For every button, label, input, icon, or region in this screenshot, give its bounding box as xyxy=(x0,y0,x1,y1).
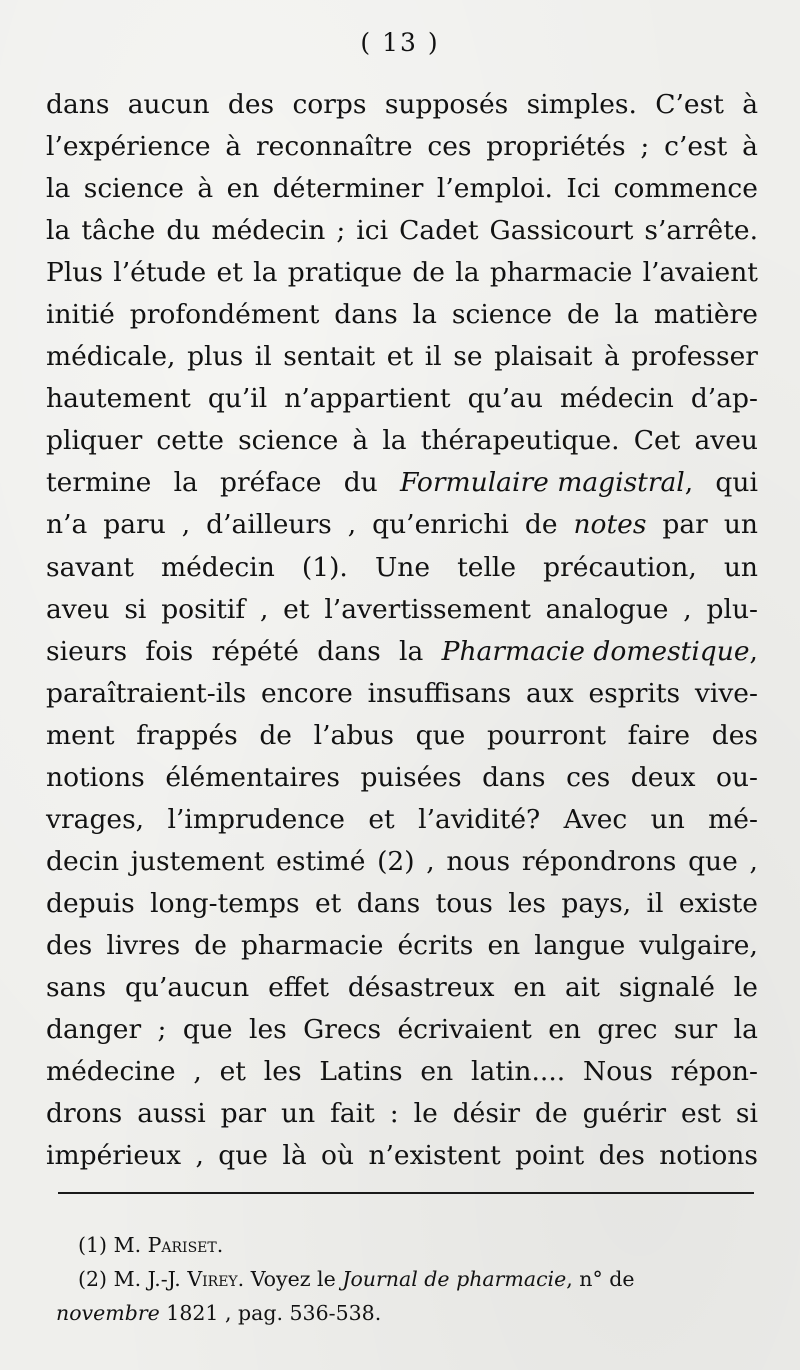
word: science xyxy=(238,425,339,457)
word: guérir xyxy=(582,1098,667,1130)
word: la xyxy=(455,257,480,289)
word: commence xyxy=(613,173,758,205)
word: les xyxy=(508,887,546,919)
word: supposés xyxy=(384,89,509,120)
word: grec xyxy=(597,1014,658,1046)
word: puisées xyxy=(360,761,462,793)
text-line xyxy=(46,967,758,1009)
word: propriétés xyxy=(486,131,626,163)
word: professer xyxy=(631,341,758,373)
text-line xyxy=(46,673,758,715)
word: esprits xyxy=(588,677,681,709)
word: la xyxy=(253,257,278,289)
word: latin.... xyxy=(471,1056,566,1088)
word: l’avidité? xyxy=(418,803,541,835)
word: Grecs xyxy=(303,1014,382,1046)
footnote-2-marker: (2) xyxy=(78,1267,108,1291)
footnotes xyxy=(56,1228,762,1330)
word: médecin xyxy=(559,383,674,415)
word: ; xyxy=(157,1014,167,1046)
word: n’existent xyxy=(368,1140,501,1172)
word: l’imprudence xyxy=(167,803,345,835)
word: fois xyxy=(145,635,194,667)
word: depuis xyxy=(46,887,135,919)
word: Pharmacie domestique, xyxy=(441,635,758,667)
word: désir xyxy=(452,1098,521,1130)
word: dans xyxy=(356,887,421,919)
text-line xyxy=(46,168,758,210)
word: par xyxy=(220,1098,267,1130)
word: sur xyxy=(673,1014,718,1046)
word: que xyxy=(182,1014,233,1046)
word: médecine xyxy=(46,1056,176,1088)
word: analogue xyxy=(545,593,669,625)
word: , xyxy=(193,1056,202,1088)
word: aussi xyxy=(137,1098,206,1130)
word: science xyxy=(83,173,184,205)
word: ces xyxy=(427,131,472,163)
word: aux xyxy=(525,677,574,709)
word: il xyxy=(646,887,664,919)
word: la xyxy=(399,635,424,667)
footnote-rule xyxy=(58,1192,754,1194)
word: (1). xyxy=(301,551,348,583)
word: et xyxy=(315,887,342,919)
word: sans xyxy=(46,971,107,1003)
word: de xyxy=(567,299,600,331)
word: médicale, xyxy=(46,341,176,373)
text-line xyxy=(46,126,758,168)
word: il xyxy=(254,341,272,373)
word: notes xyxy=(573,509,647,541)
text-line xyxy=(46,715,758,757)
word: vive- xyxy=(694,677,758,709)
word: thérapeutique. xyxy=(420,425,620,457)
text-line xyxy=(46,631,758,673)
word: plus xyxy=(187,341,244,373)
text-line xyxy=(46,252,758,294)
word: des xyxy=(711,719,758,751)
page-number: ( 13 ) xyxy=(360,28,440,57)
word: Formulaire magistral, xyxy=(399,467,694,499)
word: pourront xyxy=(487,719,606,751)
word: tâche xyxy=(81,215,156,247)
word: et xyxy=(216,257,243,289)
word: sieurs xyxy=(46,635,128,667)
word: à xyxy=(603,341,620,373)
word: (2) xyxy=(377,845,415,877)
footnote-1 xyxy=(56,1228,762,1262)
word: existe xyxy=(678,887,758,919)
word: deux xyxy=(630,761,696,793)
word: aveu xyxy=(694,425,758,457)
word: un xyxy=(723,509,758,541)
word: préface xyxy=(220,467,322,499)
word: , xyxy=(683,593,692,625)
word: pharmacie xyxy=(489,257,633,289)
word: et xyxy=(368,803,395,835)
word: médecin xyxy=(211,215,326,247)
word: la xyxy=(382,425,407,457)
word: Plus xyxy=(46,257,103,289)
word: dans xyxy=(46,89,110,120)
word: répon- xyxy=(670,1056,758,1088)
text-line xyxy=(46,589,758,631)
word: qui xyxy=(715,467,758,499)
word: le xyxy=(733,971,758,1003)
text-line xyxy=(46,799,758,841)
word: que xyxy=(218,1140,268,1172)
word: ; xyxy=(640,131,650,163)
word: qu’il xyxy=(207,383,268,415)
word: effet xyxy=(268,971,329,1003)
word: la xyxy=(614,299,639,331)
word: telle xyxy=(457,551,517,583)
word: pliquer xyxy=(46,425,143,457)
word: la xyxy=(46,173,71,205)
body-text xyxy=(46,84,758,1177)
word: il xyxy=(424,341,442,373)
word: les xyxy=(263,1056,302,1088)
word: pharmacie xyxy=(240,929,384,961)
word: l’emploi. xyxy=(436,173,553,205)
word: vrages, xyxy=(46,803,145,835)
word: l’avaient xyxy=(642,257,758,289)
word: en xyxy=(548,1014,581,1046)
word: et xyxy=(283,593,310,625)
word: par xyxy=(662,509,708,541)
word: de xyxy=(194,929,227,961)
word: paru xyxy=(103,509,166,541)
text-line xyxy=(46,84,758,126)
word: du xyxy=(166,215,201,247)
word: élémentaires xyxy=(165,761,340,793)
word: n’appartient xyxy=(284,383,451,415)
word: écrits xyxy=(397,929,474,961)
word: le xyxy=(413,1098,438,1130)
text-line xyxy=(46,336,758,378)
footnote-2-journal: Journal de pharmacie xyxy=(342,1267,567,1291)
word: du xyxy=(343,467,378,499)
word: des xyxy=(227,89,275,120)
word: en xyxy=(487,929,521,961)
footnote-2-month: novembre xyxy=(56,1301,160,1325)
word: fait xyxy=(330,1098,375,1130)
word: l’étude xyxy=(113,257,207,289)
word: sentait xyxy=(283,341,376,373)
text-line xyxy=(46,883,758,925)
text-line xyxy=(46,420,758,462)
word: pratique xyxy=(287,257,403,289)
word: aveu xyxy=(46,593,110,625)
word: science xyxy=(451,299,553,331)
word: déterminer xyxy=(272,173,424,205)
word: dans xyxy=(317,635,381,667)
text-line xyxy=(46,1093,758,1135)
word: là xyxy=(282,1140,307,1172)
word: un xyxy=(723,551,758,583)
footnote-2-rest: 1821 , pag. 536-538. xyxy=(166,1301,382,1325)
word: encore xyxy=(260,677,353,709)
word: que xyxy=(415,719,466,751)
word: pays, xyxy=(561,887,632,919)
word: l’expérience xyxy=(46,131,211,163)
text-line xyxy=(46,294,758,336)
word: profondément xyxy=(129,299,320,331)
word: , xyxy=(259,593,269,625)
word: écrivaient xyxy=(397,1014,532,1046)
word: à xyxy=(742,89,758,120)
word: estimé xyxy=(276,845,366,877)
word: initié xyxy=(46,299,115,331)
word: aucun xyxy=(127,89,210,120)
word: répondrons xyxy=(521,845,677,877)
word: Cadet xyxy=(399,215,479,247)
word: ici xyxy=(356,215,389,247)
word: Gassicourt xyxy=(489,215,634,247)
word: c’est xyxy=(664,131,728,163)
word: la xyxy=(46,215,71,247)
footnote-1-text: M. Pariset. xyxy=(113,1233,224,1257)
word: nous xyxy=(446,845,511,877)
word: et xyxy=(219,1056,246,1088)
text-line xyxy=(46,841,758,883)
word: répété xyxy=(211,635,299,667)
word: ou- xyxy=(715,761,758,793)
text-line xyxy=(46,210,758,252)
word: dans xyxy=(334,299,398,331)
word: , xyxy=(195,1140,204,1172)
word: si xyxy=(735,1098,758,1130)
word: médecin xyxy=(160,551,275,583)
word: que xyxy=(688,845,738,877)
word: ment xyxy=(46,719,115,751)
word: d’ap- xyxy=(690,383,758,415)
word: frappés xyxy=(136,719,238,751)
word: cette xyxy=(156,425,224,457)
word: en xyxy=(226,173,260,205)
word: corps xyxy=(292,89,367,120)
word: qu’au xyxy=(467,383,543,415)
word: langue xyxy=(534,929,626,961)
word: Nous xyxy=(583,1056,653,1088)
word: point xyxy=(515,1140,585,1172)
word: précaution, xyxy=(543,551,697,583)
word: : xyxy=(389,1098,399,1130)
word: l’abus xyxy=(313,719,394,751)
footnote-2 xyxy=(56,1262,762,1296)
word: si xyxy=(124,593,147,625)
word: decin xyxy=(46,845,120,877)
word: Latins xyxy=(319,1056,403,1088)
word: paraîtraient-ils xyxy=(46,677,247,709)
word: plu- xyxy=(706,593,758,625)
word: ces xyxy=(566,761,611,793)
word: un xyxy=(650,803,685,835)
text-line xyxy=(46,1009,758,1051)
word: la xyxy=(173,467,198,499)
word: hautement xyxy=(46,383,191,415)
word: signalé xyxy=(618,971,715,1003)
word: notions xyxy=(46,761,145,793)
text-line xyxy=(46,378,758,420)
word: de xyxy=(535,1098,568,1130)
word: à xyxy=(742,131,758,163)
word: des xyxy=(598,1140,645,1172)
word: faire xyxy=(627,719,691,751)
word: ; xyxy=(336,215,346,247)
text-line xyxy=(46,757,758,799)
word: , xyxy=(181,509,191,541)
word: est xyxy=(681,1098,721,1130)
word: Une xyxy=(374,551,431,583)
word: d’ailleurs xyxy=(206,509,332,541)
word: en xyxy=(513,971,547,1003)
word: un xyxy=(281,1098,316,1130)
word: Cet xyxy=(633,425,681,457)
word: qu’enrichi xyxy=(372,509,509,541)
word: justement xyxy=(130,845,265,877)
footnote-1-marker: (1) xyxy=(78,1233,108,1257)
word: de xyxy=(524,509,558,541)
word: et xyxy=(386,341,414,373)
word: tous xyxy=(435,887,493,919)
word: la xyxy=(412,299,437,331)
word: vulgaire, xyxy=(639,929,758,961)
word: , xyxy=(347,509,357,541)
word: les xyxy=(248,1014,287,1046)
word: ait xyxy=(565,971,600,1003)
word: Ici xyxy=(566,173,601,205)
word: à xyxy=(225,131,242,163)
text-line xyxy=(46,1135,758,1177)
word: long-temps xyxy=(150,887,300,919)
word: livres xyxy=(106,929,181,961)
word: de xyxy=(412,257,445,289)
text-line xyxy=(46,547,758,589)
text-line xyxy=(46,1051,758,1093)
word: drons xyxy=(46,1098,123,1130)
word: notions xyxy=(659,1140,758,1172)
word: s’arrête. xyxy=(644,215,758,247)
footnote-2-continued xyxy=(56,1296,762,1330)
text-line xyxy=(46,504,758,546)
word: savant xyxy=(46,551,134,583)
word: matière xyxy=(653,299,758,331)
word: n’a xyxy=(46,509,88,541)
word: se xyxy=(453,341,483,373)
word: en xyxy=(420,1056,454,1088)
word: reconnaître xyxy=(256,131,413,163)
word: C’est xyxy=(655,89,724,120)
word: plaisait xyxy=(494,341,593,373)
word: désastreux xyxy=(347,971,495,1003)
word: des xyxy=(46,929,93,961)
footnote-2-author: M. J.-J. Virey. xyxy=(113,1267,245,1291)
word: simples. xyxy=(526,89,637,120)
word: termine xyxy=(46,467,152,499)
word: , xyxy=(749,845,758,877)
word: où xyxy=(321,1140,355,1172)
word: , xyxy=(426,845,435,877)
word: dans xyxy=(482,761,546,793)
word: de xyxy=(259,719,292,751)
word: impérieux xyxy=(46,1140,182,1172)
word: à xyxy=(352,425,369,457)
text-line xyxy=(46,462,758,504)
word: insuffisans xyxy=(367,677,512,709)
word: qu’aucun xyxy=(124,971,250,1003)
word: l’avertissement xyxy=(324,593,531,625)
word: Avec xyxy=(563,803,628,835)
word: danger xyxy=(46,1014,142,1046)
word: mé- xyxy=(708,803,758,835)
footnote-2-lead: Voyez le xyxy=(250,1267,336,1291)
word: la xyxy=(733,1014,758,1046)
text-line xyxy=(46,925,758,967)
word: à xyxy=(197,173,214,205)
footnote-2-tail: , n° de xyxy=(566,1267,635,1291)
word: positif xyxy=(161,593,246,625)
